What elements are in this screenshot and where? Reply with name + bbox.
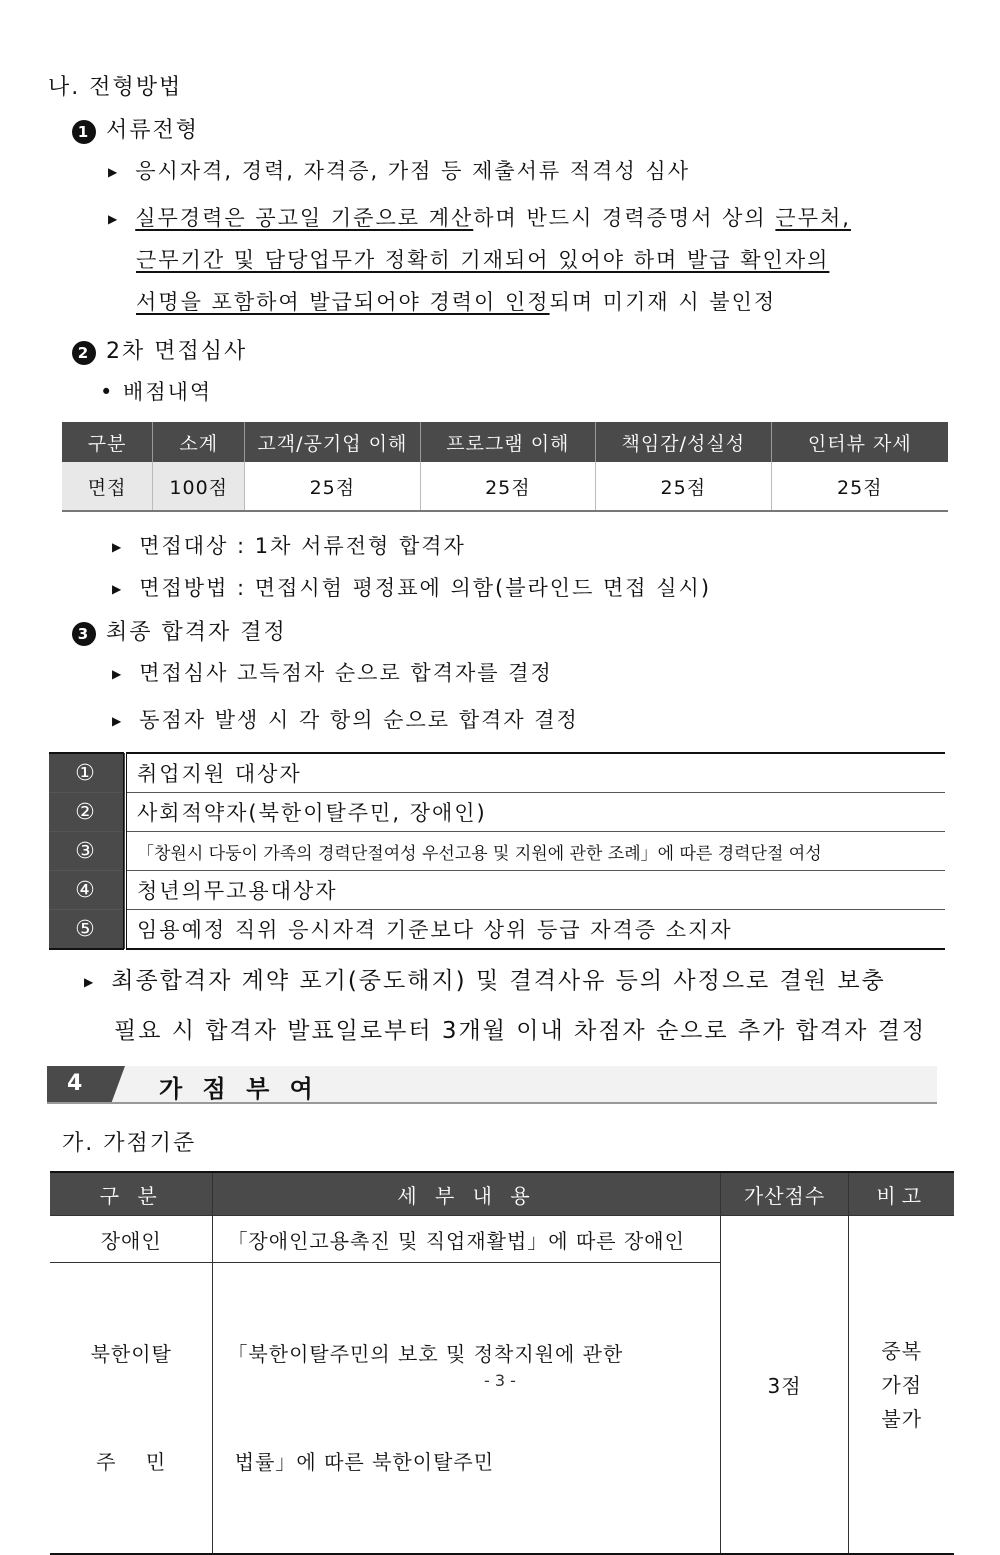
circled-number: 3	[72, 622, 96, 646]
triangle-bullet-icon: ▶	[108, 165, 120, 179]
list-item-continuation: 필요 시 합격자 발표일로부터 3개월 이내 차점자 순으로 추가 합격자 결정	[114, 1018, 927, 1044]
page-number: - 3 -	[484, 1371, 516, 1390]
table-row	[49, 793, 945, 832]
bonus-table	[50, 1171, 954, 1555]
table-row	[49, 910, 945, 950]
priority-text: 「창원시 다둥이 가족의 경력단절여성 우선고용 및 지원에 관한 조례」에 따른 경력단절 여성	[125, 832, 945, 871]
list-item-text: 면접심사 고득점자 순으로 합격자를 결정	[139, 661, 553, 685]
list-item	[108, 202, 851, 232]
table-cell	[50, 1263, 213, 1555]
table-header-cell: 고객/공기업 이해	[245, 422, 420, 462]
underlined-text: 근무처,	[775, 206, 851, 230]
table-header-cell: 프로그램 이해	[420, 422, 595, 462]
table-cell: 「장애인고용촉진 및 직업재활법」에 따른 장애인	[213, 1216, 720, 1263]
detail-line: 법률」에 따른 북한이탈주민	[227, 1450, 495, 1474]
list-item	[112, 530, 466, 560]
section-title: 가 점 부 여	[159, 1075, 319, 1103]
list-item-text: 되며 미기재 시 불인정	[549, 290, 777, 314]
note-line: 가점	[881, 1372, 923, 1397]
underlined-text: 서명을 포함하여 발급되어야 경력이 인정	[136, 290, 550, 314]
table-row	[49, 753, 945, 793]
circled-number: 2	[72, 341, 96, 365]
circled-number: 1	[72, 120, 96, 144]
score-table	[62, 422, 948, 512]
table-cell: 25점	[245, 462, 420, 511]
priority-text: 사회적약자(북한이탈주민, 장애인)	[125, 793, 945, 832]
list-item-text: 하며 반드시 경력증명서 상의	[473, 206, 776, 230]
underlined-text: 실무경력은 공고일 기준으로 계산	[135, 206, 474, 230]
list-item	[108, 155, 690, 185]
table-header-cell: 구 분	[50, 1172, 213, 1216]
category-line: 북한이탈	[90, 1342, 172, 1366]
item-1-title: 서류전형	[106, 118, 200, 143]
item-3-heading	[72, 615, 287, 646]
table-row	[62, 462, 948, 511]
list-item-text: 최종합격자 계약 포기(중도해지) 및 결격사유 등의 사정으로 결원 보충	[111, 968, 886, 994]
list-item-continuation	[136, 244, 829, 274]
section-heading-bonus-criteria: 가. 가점기준	[62, 1131, 197, 1156]
list-item-continuation	[136, 286, 776, 316]
item-2-title: 2차 면접심사	[106, 339, 248, 364]
triangle-bullet-icon: ▶	[112, 667, 124, 681]
section-number: 4	[67, 1071, 83, 1096]
list-item	[84, 962, 886, 995]
table-cell: 3점	[720, 1216, 849, 1555]
table-header-cell: 소계	[153, 422, 245, 462]
table-header-cell: 세 부 내 용	[213, 1172, 720, 1216]
note-line: 불가	[881, 1406, 923, 1431]
table-header-cell: 인터뷰 자세	[771, 422, 948, 462]
item-3-title: 최종 합격자 결정	[106, 620, 287, 645]
triangle-bullet-icon: ▶	[84, 974, 96, 989]
table-header-cell: 구분	[62, 422, 153, 462]
priority-number: ①	[49, 753, 125, 793]
list-item	[112, 657, 553, 687]
table-row	[49, 832, 945, 871]
section-heading-method: 나. 전형방법	[48, 75, 183, 100]
table-cell: 25점	[771, 462, 948, 511]
priority-number: ②	[49, 793, 125, 832]
priority-text: 취업지원 대상자	[125, 753, 945, 793]
table-row	[49, 871, 945, 910]
table-cell: 25점	[596, 462, 771, 511]
priority-table	[49, 752, 945, 950]
list-item	[112, 572, 711, 602]
category-line: 주 민	[96, 1450, 167, 1474]
detail-line: 「북한이탈주민의 보호 및 정착지원에 관한	[227, 1342, 624, 1366]
triangle-bullet-icon: ▶	[112, 582, 124, 596]
table-header-cell: 가산점수	[720, 1172, 849, 1216]
list-item-text: 면접대상 : 1차 서류전형 합격자	[139, 534, 466, 558]
list-item	[112, 704, 579, 734]
priority-number: ③	[49, 832, 125, 871]
table-cell: 장애인	[50, 1216, 213, 1263]
triangle-bullet-icon: ▶	[108, 212, 120, 226]
table-header-row	[62, 422, 948, 462]
priority-text: 청년의무고용대상자	[125, 871, 945, 910]
score-subheading: • 배점내역	[100, 380, 213, 404]
table-cell: 100점	[153, 462, 245, 511]
priority-number: ⑤	[49, 910, 125, 950]
section-4-header	[47, 1066, 937, 1104]
triangle-bullet-icon: ▶	[112, 714, 124, 728]
note-line: 중복	[881, 1338, 923, 1363]
table-header-row	[50, 1172, 954, 1216]
priority-number: ④	[49, 871, 125, 910]
table-cell: 면접	[62, 462, 153, 511]
priority-text: 임용예정 직위 응시자격 기준보다 상위 등급 자격증 소지자	[137, 918, 733, 942]
table-cell	[213, 1263, 720, 1555]
table-header-cell: 책임감/성실성	[596, 422, 771, 462]
table-cell: 25점	[420, 462, 595, 511]
item-1-heading	[72, 113, 199, 144]
table-row	[50, 1216, 954, 1263]
list-item-text: 응시자격, 경력, 자격증, 가점 등 제출서류 적격성 심사	[135, 159, 690, 183]
item-2-heading	[72, 334, 247, 365]
triangle-bullet-icon: ▶	[112, 540, 124, 554]
list-item-text: 면접방법 : 면접시험 평정표에 의함(블라인드 면접 실시)	[139, 576, 712, 600]
list-item-text: 동점자 발생 시 각 항의 순으로 합격자 결정	[139, 708, 579, 732]
underlined-text: 근무기간 및 담당업무가 정확히 기재되어 있어야 하며 발급 확인자의	[136, 248, 830, 272]
table-header-cell: 비고	[849, 1172, 954, 1216]
